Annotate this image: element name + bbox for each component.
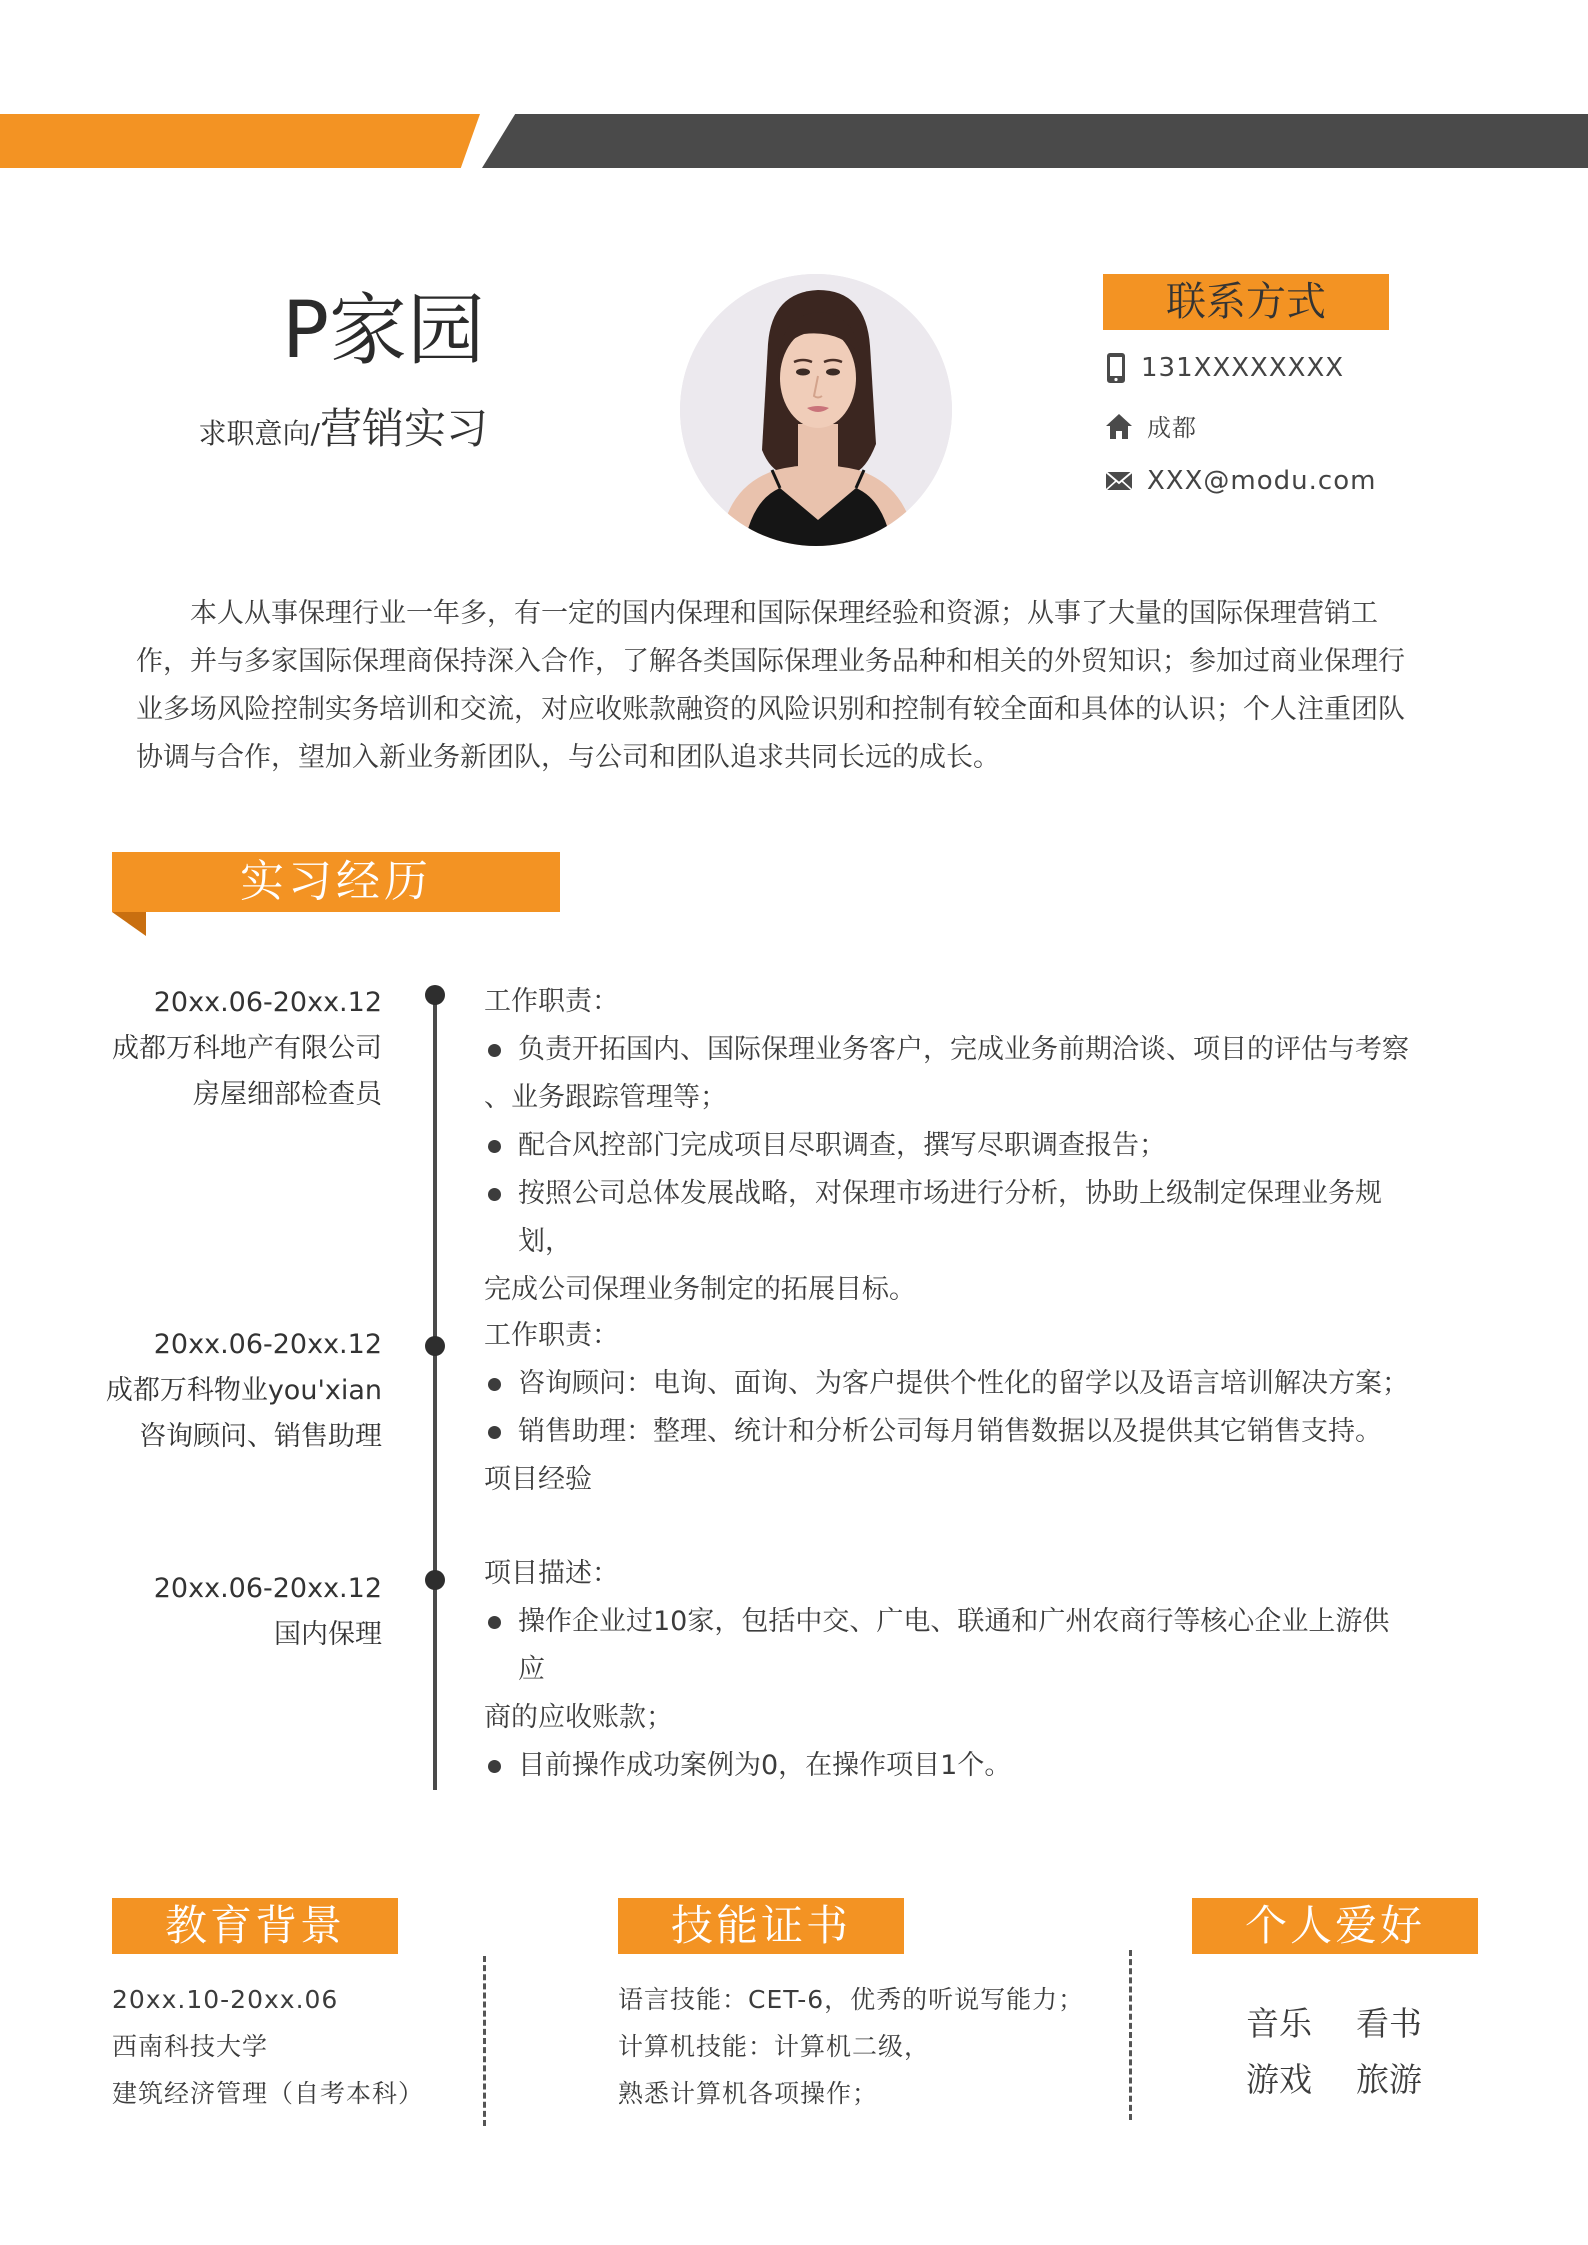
experience-company: 成都万科物业you'xian <box>105 1375 382 1406</box>
education-major: 建筑经济管理（自考本科） <box>112 2079 425 2108</box>
experience-company: 成都万科地产有限公司 <box>112 1033 382 1064</box>
education-date: 20xx.10-20xx.06 <box>112 1985 339 2014</box>
duty-item-continued: 完成公司保理业务制定的拓展目标。 <box>484 1274 916 1305</box>
hobby-item: 旅游 <box>1356 2060 1422 2099</box>
duties-heading: 工作职责： <box>484 986 619 1017</box>
experience-role: 咨询顾问、销售助理 <box>139 1421 382 1452</box>
column-divider <box>1129 1950 1132 2120</box>
skill-language: 语言技能：CET-6，优秀的听说写能力； <box>618 1985 1085 2014</box>
experience-entry-meta <box>60 1322 382 1460</box>
hobby-item: 游戏 <box>1246 2060 1312 2099</box>
education-section-title: 教育背景 <box>112 1898 398 1954</box>
mail-icon <box>1105 470 1133 492</box>
duty-item-continued: 、业务跟踪管理等； <box>484 1082 727 1113</box>
skill-computer: 计算机技能：计算机二级， <box>618 2032 931 2061</box>
contact-city: 成都 <box>1147 414 1197 442</box>
job-objective <box>0 404 488 454</box>
experience-entry-details <box>484 1312 1414 1504</box>
contact-city-row <box>1105 408 1197 443</box>
contact-phone-row <box>1105 352 1344 384</box>
self-summary: 本人从事保理行业一年多，有一定的国内保理和国际保理经验和资源；从事了大量的国际保理营销工作，并与多家国际保理商保持深入合作，了解各类国际保理业务品种和相关的外贸知识；参加过商业保理行业多场风险控制实务培训和交流，对应收账款融资的风险识别和控制有较全面和具体的认识；个人注重团队协调与合作，望加入新业务新团队，与公司和团队追求共同长远的成长。 <box>136 598 1405 773</box>
duty-item: 咨询顾问：电询、面询、为客户提供个性化的留学以及语言培训解决方案； <box>484 1360 1414 1408</box>
project-heading: 项目描述： <box>484 1558 619 1589</box>
banner-orange-stripe <box>0 114 480 168</box>
experience-role: 房屋细部检查员 <box>193 1079 382 1110</box>
project-item: 目前操作成功案例为0，在操作项目1个。 <box>484 1742 1414 1790</box>
project-experience-label: 项目经验 <box>484 1464 592 1495</box>
experience-date: 20xx.06-20xx.12 <box>153 1573 382 1604</box>
contact-phone: 131XXXXXXXX <box>1141 353 1345 383</box>
duty-item: 销售助理：整理、统计和分析公司每月销售数据以及提供其它销售支持。 <box>484 1408 1414 1456</box>
contact-email: XXX@modu.com <box>1147 466 1377 496</box>
home-icon <box>1105 412 1133 440</box>
timeline-dot <box>425 985 445 1005</box>
duty-item: 负责开拓国内、国际保理业务客户，完成业务前期洽谈、项目的评估与考察 <box>484 1026 1414 1074</box>
duty-item: 按照公司总体发展战略，对保理市场进行分析，协助上级制定保理业务规划， <box>484 1170 1414 1266</box>
skill-computer-ops: 熟悉计算机各项操作； <box>618 2079 879 2108</box>
hobby-item: 看书 <box>1356 2004 1422 2043</box>
experience-entry-meta <box>60 980 382 1118</box>
project-item: 操作企业过10家，包括中交、广电、联通和广州农商行等核心企业上游供应 <box>484 1598 1414 1694</box>
hobbies-section-title: 个人爱好 <box>1192 1898 1478 1954</box>
banner-dark-stripe <box>482 114 1588 168</box>
timeline-dot <box>425 1570 445 1590</box>
education-school: 西南科技大学 <box>112 2032 269 2061</box>
portrait-image <box>680 274 952 546</box>
skills-details <box>618 1976 1084 2117</box>
duties-heading: 工作职责： <box>484 1320 619 1351</box>
experience-date: 20xx.06-20xx.12 <box>153 1329 382 1360</box>
column-divider <box>483 1956 486 2126</box>
timeline-line <box>433 990 437 1790</box>
experience-date: 20xx.06-20xx.12 <box>153 987 382 1018</box>
phone-icon <box>1105 352 1127 384</box>
experience-company: 国内保理 <box>274 1619 382 1650</box>
timeline-dot <box>425 1336 445 1356</box>
experience-section-title: 实习经历 <box>112 852 560 912</box>
experience-entry-details <box>484 1550 1414 1790</box>
hobby-item: 音乐 <box>1246 2004 1312 2043</box>
objective-label: 求职意向/ <box>198 417 320 450</box>
education-details <box>112 1976 424 2117</box>
candidate-name: P家园 <box>281 286 485 376</box>
contact-section-title: 联系方式 <box>1103 274 1389 330</box>
section-tag-fold <box>112 912 146 936</box>
objective-value: 营销实习 <box>319 404 488 453</box>
skills-section-title: 技能证书 <box>618 1898 904 1954</box>
project-item-continued: 商的应收账款； <box>484 1702 673 1733</box>
duty-item: 配合风控部门完成项目尽职调查，撰写尽职调查报告； <box>484 1122 1414 1170</box>
experience-entry-meta <box>60 1566 382 1658</box>
contact-email-row <box>1105 466 1376 496</box>
experience-entry-details <box>484 978 1414 1314</box>
profile-photo <box>680 274 952 546</box>
